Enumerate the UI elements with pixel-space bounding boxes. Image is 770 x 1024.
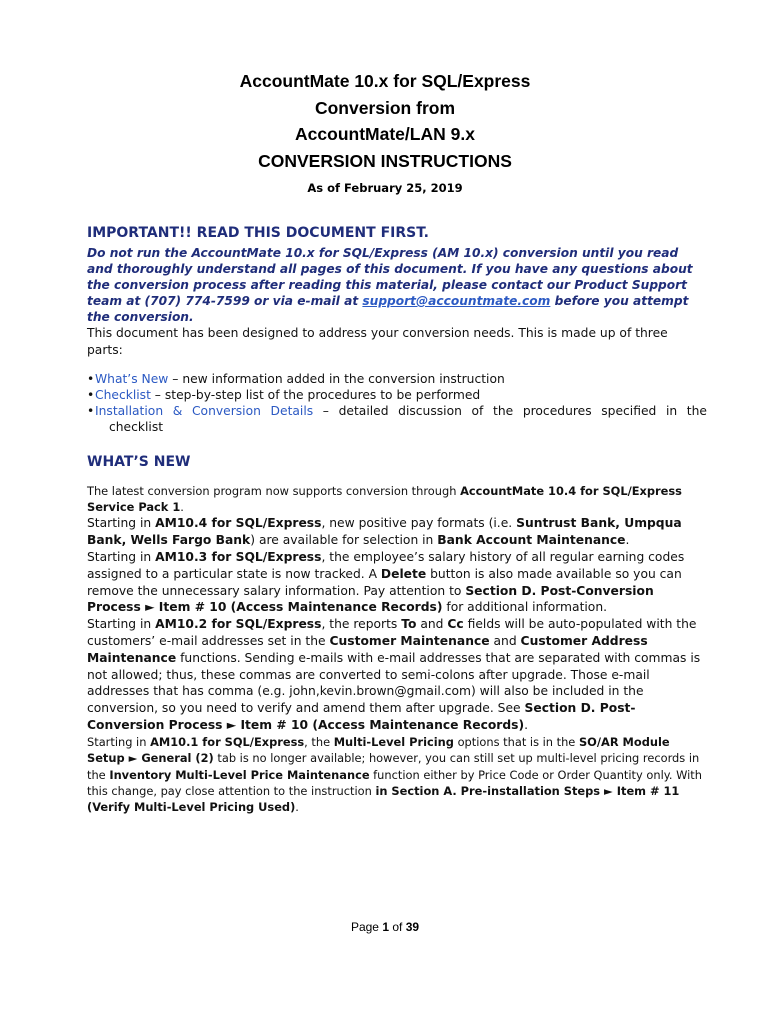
- contents-list: [87, 371, 707, 435]
- text: , the: [304, 734, 334, 749]
- bold-text: Customer Maintenance: [329, 633, 490, 648]
- title-line-3: AccountMate/LAN 9.x: [295, 124, 475, 144]
- page-footer: [0, 920, 770, 934]
- bold-text: Section D. Post-Conversion Process ► Item # 10 (Access Maintenance Records): [87, 583, 654, 615]
- text: Starting in: [87, 516, 156, 531]
- text: .: [625, 533, 630, 548]
- bold-text: SO/AR Module Setup ► General (2): [87, 734, 670, 766]
- of-label: of: [392, 920, 403, 934]
- text: , the reports: [321, 617, 402, 632]
- bold-text: AM10.2 for SQL/Express: [155, 617, 322, 632]
- bold-text: AM10.4 for SQL/Express: [155, 516, 322, 531]
- document-title-block: [0, 68, 770, 195]
- important-notice: [87, 245, 707, 325]
- whats-new-link[interactable]: What’s New: [95, 371, 169, 386]
- bold-text: Delete: [380, 566, 427, 581]
- page-total: 39: [405, 920, 420, 934]
- document-body: [87, 225, 707, 816]
- bold-text: AM10.1 for SQL/Express: [150, 734, 305, 749]
- list-item-text: – detailed discussion of the procedures specified in the: [313, 403, 707, 418]
- bullet-icon: •: [87, 403, 95, 418]
- whats-new-paragraph-3: [87, 549, 707, 616]
- document-date: As of February 25, 2019: [307, 181, 463, 195]
- text: and: [416, 617, 448, 632]
- text: , new positive pay formats (i.e.: [321, 516, 517, 531]
- checklist-link[interactable]: Checklist: [95, 387, 151, 402]
- text: , the employee’s salary history of all regular earning codes assigned to a particular state is now tracked. A: [87, 550, 685, 581]
- bold-text: Suntrust Bank, Umpqua Bank, Wells Fargo Bank: [87, 516, 682, 548]
- text: options that is in the: [453, 734, 579, 749]
- bold-text: Cc: [447, 617, 464, 632]
- bold-text: Multi-Level Pricing: [333, 734, 454, 749]
- bold-text: Customer Address Maintenance: [87, 633, 648, 665]
- text: ) are available for selection in: [250, 533, 438, 548]
- text: Starting in: [87, 734, 151, 749]
- important-heading: IMPORTANT!! READ THIS DOCUMENT FIRST.: [87, 225, 429, 241]
- bold-text: To: [401, 617, 417, 632]
- text: for additional information.: [442, 600, 608, 615]
- text: and: [489, 633, 521, 648]
- list-item: [87, 387, 707, 403]
- text: functions. Sending e-mails with e-mail addresses that are separated with commas is not allowed; thus, these commas are converted to semi-colons after upgrade. Those e-mail addresses that has comma (e.g. john,kevin.brown@gmail.com) will also be included in the conversion, so you need to verify and amend them after upgrade. See: [87, 650, 701, 716]
- page-label: Page: [350, 920, 379, 934]
- bullet-icon: •: [87, 387, 95, 402]
- bold-text: Section D. Post-Conversion Process ► Item # 10 (Access Maintenance Records): [87, 701, 636, 732]
- title-line-2: Conversion from: [314, 97, 456, 118]
- list-item: [87, 371, 707, 387]
- support-email-link[interactable]: support@accountmate.com: [362, 294, 551, 308]
- text: tab is no longer available; however, you can still set up multi-level pricing records in the: [87, 751, 700, 782]
- text: function either by Price Code or Order Quantity only. With this change, pay close attention to the instruction: [87, 767, 702, 798]
- important-text: Do not run the AccountMate 10.x for SQL/Express (AM 10.x) conversion until you read and thoroughly understand all pages of this document. If you have any questions about the conversion process after reading this material, please contact our Product Support team at (707) 774-7599 or via e-mail at: [87, 246, 693, 308]
- bold-text: in Section A. Pre-installation Steps ► Item # 11 (Verify Multi-Level Pricing Used): [87, 783, 680, 815]
- list-item-text: – step-by-step list of the procedures to be performed: [150, 387, 481, 402]
- bullet-icon: •: [87, 371, 95, 386]
- title-line-4: CONVERSION INSTRUCTIONS: [258, 150, 512, 171]
- text: .: [524, 717, 529, 732]
- bold-text: AccountMate 10.4 for SQL/Express Service Pack 1: [87, 483, 682, 514]
- bold-text: AM10.3 for SQL/Express: [155, 550, 322, 564]
- list-item: [87, 403, 707, 419]
- text: Starting in: [87, 550, 156, 564]
- intro-paragraph: This document has been designed to address your conversion needs. This is made up of three parts:: [87, 326, 668, 357]
- text: .: [295, 800, 299, 815]
- text: The latest conversion program now supports conversion through: [87, 483, 461, 498]
- page-number: 1: [382, 920, 389, 934]
- bold-text: Bank Account Maintenance: [437, 533, 626, 548]
- list-item-text: – new information added in the conversion instruction: [168, 371, 505, 386]
- installation-details-link[interactable]: Installation & Conversion Details: [95, 403, 314, 418]
- important-text-end: before you attempt the conversion.: [87, 294, 689, 324]
- text: fields will be auto-populated with the customers’ e-mail addresses set in the: [87, 617, 697, 648]
- bold-text: Inventory Multi-Level Price Maintenance: [109, 767, 370, 782]
- title-line-1: AccountMate 10.x for SQL/Express: [239, 71, 531, 91]
- text: Starting in: [87, 617, 156, 632]
- whats-new-paragraph-5: [87, 734, 707, 816]
- whats-new-paragraph-2: [87, 515, 707, 549]
- whats-new-heading: WHAT’S NEW: [87, 453, 191, 470]
- whats-new-paragraph-4: [87, 616, 707, 734]
- list-item-continuation: checklist: [109, 419, 164, 434]
- text: .: [180, 500, 184, 514]
- text: button is also made available so you can remove the unnecessary salary information. Pay attention to: [87, 566, 682, 598]
- whats-new-paragraph-1: [87, 483, 707, 516]
